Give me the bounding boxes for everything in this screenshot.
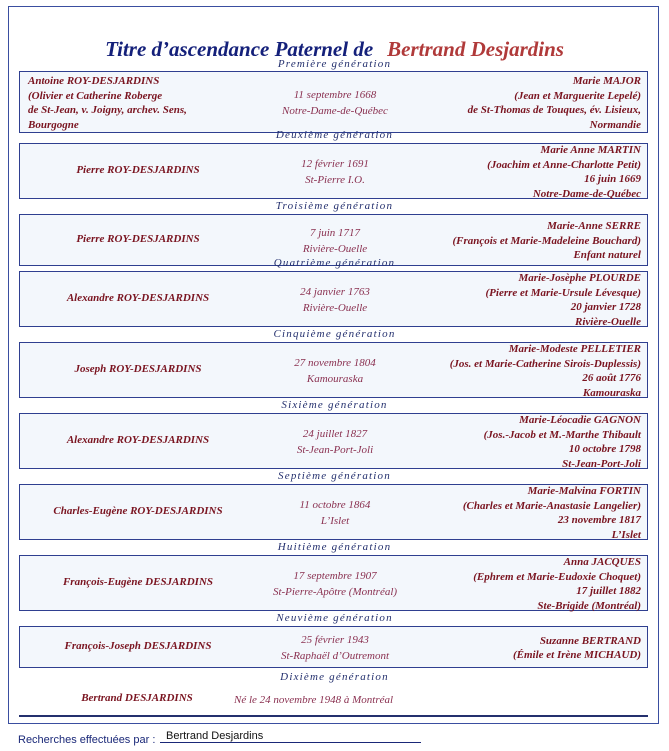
husband-info bbox=[27, 692, 247, 704]
marriage-line: 12 février 1691 bbox=[301, 158, 369, 170]
marriage-line: 24 juillet 1827 bbox=[302, 428, 368, 440]
husband-info bbox=[28, 363, 248, 375]
wife-line: 26 août 1776 bbox=[582, 372, 641, 384]
wife-line: (Charles et Marie-Anastasie Langelier) bbox=[462, 499, 641, 512]
wife-line: (Ephrem et Marie-Eudoxie Choquet) bbox=[473, 570, 641, 583]
marriage-line: Notre-Dame-de-Québec bbox=[282, 105, 388, 117]
husband-line: François-Joseph DESJARDINS bbox=[64, 640, 212, 652]
title-prefix: Titre d’ascendance Paternel de bbox=[105, 37, 374, 61]
husband-line: Antoine ROY-DESJARDINS bbox=[28, 75, 160, 87]
wife-line: (Pierre et Marie-Ursule Lévesque) bbox=[485, 286, 641, 299]
generation-label: Cinquième génération bbox=[273, 328, 396, 340]
generation-label: Première génération bbox=[277, 58, 392, 70]
husband-line: Charles-Eugène ROY-DESJARDINS bbox=[53, 505, 223, 517]
generation-label: Sixième génération bbox=[281, 399, 388, 411]
husband-line: Alexandre ROY-DESJARDINS bbox=[66, 292, 210, 304]
husband-line: (Olivier et Catherine Roberge bbox=[28, 89, 163, 102]
generation-label: Septième génération bbox=[278, 470, 391, 482]
marriage-line: Rivière-Ouelle bbox=[302, 243, 368, 255]
wife-line: Anna JACQUES bbox=[563, 556, 641, 568]
generation-box bbox=[19, 413, 648, 469]
husband-line: Bourgogne bbox=[28, 118, 79, 131]
wife-info bbox=[341, 413, 641, 471]
wife-info bbox=[341, 634, 641, 663]
wife-line: Marie-Modeste PELLETIER bbox=[508, 343, 641, 355]
wife-line: Notre-Dame-de-Québec bbox=[532, 187, 641, 200]
wife-info bbox=[341, 342, 641, 400]
generation-box bbox=[19, 685, 648, 715]
wife-line: Enfant naturel bbox=[573, 249, 641, 262]
footer-label: Recherches effectuées par : bbox=[18, 734, 156, 746]
wife-line: Marie-Malvina FORTIN bbox=[527, 485, 641, 497]
marriage-info bbox=[234, 692, 474, 708]
marriage-line: 27 novembre 1804 bbox=[294, 357, 376, 369]
marriage-line: Rivière-Ouelle bbox=[302, 302, 368, 314]
wife-line: (Jos. et Marie-Catherine Sirois-Duplessis) bbox=[449, 357, 641, 370]
wife-info bbox=[341, 143, 641, 201]
husband-info bbox=[28, 434, 248, 446]
marriage-line: 17 septembre 1907 bbox=[293, 570, 377, 582]
researcher-name: Bertrand Desjardins bbox=[160, 730, 421, 743]
marriage-line: L’Islet bbox=[320, 515, 350, 527]
husband-info bbox=[28, 576, 248, 588]
wife-line: (Joachim et Anne-Charlotte Petit) bbox=[487, 158, 641, 171]
husband-info bbox=[28, 505, 248, 517]
marriage-line: St-Jean-Port-Joli bbox=[296, 444, 374, 456]
generation-box bbox=[19, 626, 648, 668]
generation-box bbox=[19, 484, 648, 540]
husband-line: Bertrand DESJARDINS bbox=[81, 692, 193, 704]
marriage-line: St-Pierre I.O. bbox=[305, 174, 365, 186]
generation-label: Troisième génération bbox=[275, 200, 394, 212]
husband-line: Alexandre ROY-DESJARDINS bbox=[66, 434, 210, 446]
husband-line: Joseph ROY-DESJARDINS bbox=[74, 363, 202, 375]
wife-line: de St-Thomas de Touques, év. Lisieux, bbox=[467, 104, 641, 116]
wife-line: Marie Anne MARTIN bbox=[540, 144, 641, 156]
title-name: Bertrand Desjardins bbox=[387, 37, 564, 61]
generation-label: Dixième génération bbox=[280, 671, 389, 683]
husband-line: François-Eugène DESJARDINS bbox=[62, 576, 214, 588]
bottom-rule bbox=[19, 715, 648, 717]
husband-line: de St-Jean, v. Joigny, archev. Sens, bbox=[28, 104, 187, 116]
wife-line: L’Islet bbox=[611, 528, 641, 541]
marriage-line: 7 juin 1717 bbox=[309, 227, 361, 239]
generation-label: Quatrième génération bbox=[273, 257, 396, 269]
wife-line: Marie MAJOR bbox=[572, 75, 641, 87]
wife-line: 23 novembre 1817 bbox=[557, 514, 641, 526]
marriage-line: 11 octobre 1864 bbox=[299, 499, 371, 511]
wife-line: 16 juin 1669 bbox=[584, 173, 641, 185]
marriage-line: Né le 24 novembre 1948 à Montréal bbox=[234, 694, 394, 706]
generation-box bbox=[19, 71, 648, 133]
generation-box bbox=[19, 143, 648, 199]
generation-label: Huitième génération bbox=[277, 541, 392, 553]
wife-line: Rivière-Ouelle bbox=[575, 315, 641, 328]
document-frame bbox=[8, 6, 659, 724]
husband-info bbox=[28, 292, 248, 304]
wife-line: Marie-Léocadie GAGNON bbox=[519, 414, 641, 426]
wife-line: 20 janvier 1728 bbox=[570, 301, 641, 313]
wife-line: Ste-Brigide (Montréal) bbox=[537, 599, 641, 612]
wife-info bbox=[341, 555, 641, 613]
wife-line: Suzanne BERTRAND bbox=[539, 634, 641, 647]
generation-label: Neuvième génération bbox=[276, 612, 393, 624]
husband-line: Pierre ROY-DESJARDINS bbox=[76, 233, 200, 245]
wife-line: (Jos.-Jacob et M.-Marthe Thibault bbox=[483, 428, 641, 441]
wife-line: 10 octobre 1798 bbox=[568, 443, 641, 455]
generation-label: Deuxième génération bbox=[275, 129, 394, 141]
generation-box bbox=[19, 555, 648, 611]
husband-info bbox=[28, 164, 248, 176]
wife-line: (François et Marie-Madeleine Bouchard) bbox=[452, 234, 641, 247]
marriage-line: 11 septembre 1668 bbox=[293, 89, 377, 101]
marriage-line: 25 février 1943 bbox=[301, 634, 369, 646]
wife-info bbox=[341, 271, 641, 329]
wife-line: Marie-Josèphe PLOURDE bbox=[518, 272, 641, 284]
marriage-line: 24 janvier 1763 bbox=[300, 286, 370, 298]
husband-line: Pierre ROY-DESJARDINS bbox=[76, 164, 200, 176]
husband-info bbox=[28, 233, 248, 245]
wife-info bbox=[341, 74, 641, 132]
marriage-line: St-Raphaël d’Outremont bbox=[280, 650, 390, 662]
husband-info bbox=[28, 74, 248, 132]
generation-box bbox=[19, 271, 648, 327]
wife-line: (Émile et Irène MICHAUD) bbox=[512, 649, 641, 661]
husband-info bbox=[28, 640, 248, 652]
wife-line: 17 juillet 1882 bbox=[576, 585, 641, 597]
wife-line: Kamouraska bbox=[582, 386, 641, 399]
marriage-line: St-Pierre-Apôtre (Montréal) bbox=[272, 586, 398, 598]
wife-line: Marie-Anne SERRE bbox=[547, 220, 641, 233]
wife-line: (Jean et Marguerite Lepelé) bbox=[514, 89, 641, 102]
wife-line: St-Jean-Port-Joli bbox=[562, 457, 641, 470]
wife-line: Normandie bbox=[589, 118, 641, 131]
generation-box bbox=[19, 342, 648, 398]
wife-info bbox=[341, 484, 641, 542]
marriage-line: Kamouraska bbox=[306, 373, 364, 385]
